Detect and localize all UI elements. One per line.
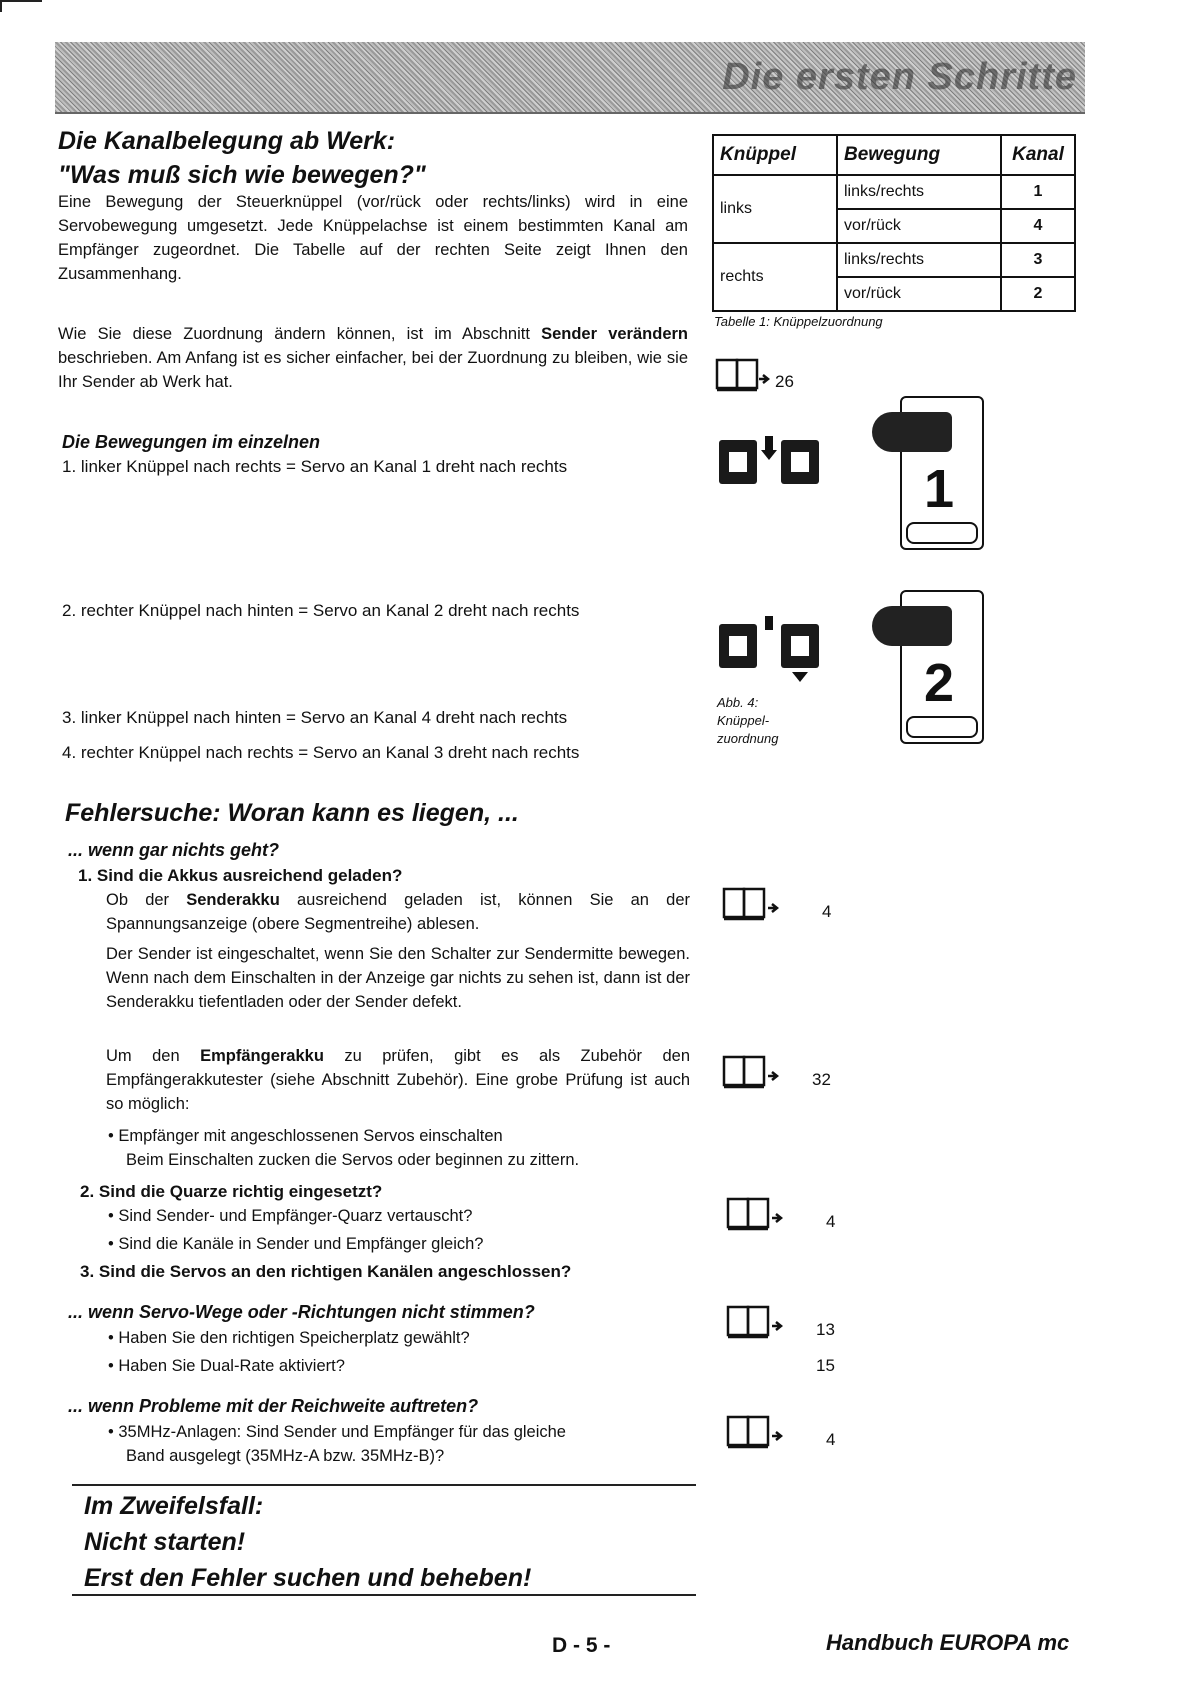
q1-bullet-line-1: • Empfänger mit angeschlossenen Servos einschalten (108, 1124, 708, 1148)
page-reference (722, 1054, 831, 1095)
page-reference-number: 32 (812, 1070, 831, 1089)
page-reference-number: 4 (822, 902, 832, 921)
case3-bullet-line-2: Band ausgelegt (35MHz-A bzw. 35MHz-B)? (126, 1447, 445, 1465)
assignment-text-post: beschrieben. Am Anfang ist es sicher einfacher, bei der Zuordnung zu bleiben, wie sie Ihr Sender ab Werk hat. (58, 349, 688, 391)
figure-caption-line-3: zuordnung (717, 731, 779, 746)
heading-line-1: Die Kanalbelegung ab Werk: (58, 127, 396, 155)
book-icon (722, 1054, 780, 1090)
page-reference-number: 26 (775, 372, 794, 391)
warning-line-2: Nicht starten! (84, 1528, 246, 1556)
q1-paragraph-1 (106, 888, 690, 936)
figure-caption (717, 694, 778, 748)
table-header-cell: Bewegung (837, 135, 1001, 175)
question-2: 2. Sind die Quarze richtig eingesetzt? (80, 1182, 383, 1201)
movement-item-1: 1. linker Knüppel nach rechts = Servo an Kanal 1 dreht nach rechts (62, 457, 568, 476)
manual-title: Handbuch EUROPA mc (826, 1630, 1070, 1655)
table-row (713, 243, 1075, 277)
q1-p1-post: ausreichend geladen ist, können Sie an der Spannungsanzeige (obere Segmentreihe) ablesen. (106, 891, 691, 933)
right-stick-back-icon (717, 614, 827, 684)
page-reference (726, 1414, 836, 1455)
question-1: 1. Sind die Akkus ausreichend geladen? (78, 866, 403, 885)
troubleshooting-heading: Fehlersuche: Woran kann es liegen, ... (65, 799, 519, 827)
warning-line-1: Im Zweifelsfall: (84, 1492, 264, 1520)
table-cell: 2 (1001, 277, 1075, 311)
table-cell: rechts (713, 243, 837, 311)
table-cell: links/rechts (837, 243, 1001, 277)
case-range: ... wenn Probleme mit der Reichweite auftreten? (68, 1396, 479, 1416)
table-header-cell: Knüppel (713, 135, 837, 175)
warning-block (84, 1488, 531, 1596)
q1-paragraph-3 (106, 1044, 690, 1116)
table-cell: links/rechts (837, 175, 1001, 209)
banner-title: Die ersten Schritte (722, 56, 1077, 98)
channel-number: 1 (924, 459, 955, 519)
table-cell: 1 (1001, 175, 1075, 209)
case3-bullet (108, 1420, 708, 1468)
table-caption: Tabelle 1: Knüppelzuordnung (714, 314, 883, 329)
page-reference-number: 4 (826, 1212, 836, 1231)
warning-top-rule (72, 1484, 696, 1486)
page-reference (722, 886, 832, 927)
stick-assignment-table (712, 134, 1076, 312)
case3-bullet-line-1: • 35MHz-Anlagen: Sind Sender und Empfänger für das gleiche (108, 1420, 708, 1444)
q1-bullet (108, 1124, 708, 1172)
q1-p1-pre: Ob der (106, 891, 187, 909)
page-reference (726, 1304, 835, 1375)
book-icon (722, 886, 780, 922)
table-cell: vor/rück (837, 277, 1001, 311)
assignment-text-pre: Wie Sie diese Zuordnung ändern können, ist im Abschnitt (58, 325, 542, 343)
table-cell: 3 (1001, 243, 1075, 277)
q1-p3-post: zu prüfen, gibt es als Zubehör den Empfängerakkutester (siehe Abschnitt Zubehör). Eine grobe Prüfung ist auch so möglich: (106, 1047, 690, 1113)
case-servo-travel: ... wenn Servo-Wege oder -Richtungen nicht stimmen? (68, 1302, 535, 1322)
servo-arm-icon (872, 606, 952, 646)
page-reference-number: 13 (816, 1320, 835, 1339)
warning-line-3: Erst den Fehler suchen und beheben! (84, 1564, 532, 1592)
table-header-cell: Kanal (1001, 135, 1075, 175)
movements-heading: Die Bewegungen im einzelnen (62, 432, 321, 452)
top-left-corner-mark (0, 0, 42, 12)
book-icon (726, 1196, 784, 1232)
movement-item-2: 2. rechter Knüppel nach hinten = Servo an Kanal 2 dreht nach rechts (62, 601, 580, 620)
q1-p3-bold: Empfängerakku (200, 1047, 324, 1065)
book-icon (726, 1414, 784, 1450)
movement-item-4: 4. rechter Knüppel nach rechts = Servo an Kanal 3 dreht nach rechts (62, 743, 580, 762)
page-number: D - 5 - (552, 1634, 611, 1657)
page-reference (726, 1196, 836, 1237)
heading-line-2: "Was muß sich wie bewegen?" (58, 161, 426, 189)
intro-paragraph: Eine Bewegung der Steuerknüppel (vor/rück oder rechts/links) wird in eine Servobewegung umgesetzt. Jede Knüppelachse ist einem bestimmten Kanal am Empfänger zugeordnet. Die Tabelle auf der rechten Seite zeigt Ihnen den Zusammenhang. (58, 193, 688, 283)
figure-caption-line-2: Knüppel- (717, 713, 770, 728)
case-no-function: ... wenn gar nichts geht? (68, 840, 280, 860)
table-cell: vor/rück (837, 209, 1001, 243)
left-stick-right-icon (717, 434, 827, 490)
case2-bullet-1: • Haben Sie den richtigen Speicherplatz gewählt? (108, 1326, 708, 1350)
table-cell: 4 (1001, 209, 1075, 243)
section-banner (55, 42, 1085, 114)
table-header-row (713, 135, 1075, 175)
q2-bullets (108, 1204, 708, 1256)
q1-p3-pre: Um den (106, 1047, 201, 1065)
servo-arm-icon (872, 412, 952, 452)
page-reference-number: 15 (816, 1356, 835, 1375)
section-heading (58, 124, 658, 192)
assignment-link-text: Sender verändern (541, 325, 688, 343)
case2-bullets (108, 1326, 708, 1378)
stick-assignment-table-wrap (712, 134, 1076, 312)
channel-number: 2 (924, 653, 955, 713)
table-cell: links (713, 175, 837, 243)
page-reference (715, 357, 794, 398)
figure-caption-line-1: Abb. 4: (717, 695, 759, 710)
question-3: 3. Sind die Servos an den richtigen Kanälen angeschlossen? (80, 1262, 572, 1281)
assignment-paragraph (58, 322, 688, 394)
case2-bullet-2: • Haben Sie Dual-Rate aktiviert? (108, 1354, 708, 1378)
servo-channel-1 (888, 392, 988, 552)
q1-p1-bold: Senderakku (186, 891, 280, 909)
book-icon (726, 1304, 784, 1340)
q1-bullet-line-2: Beim Einschalten zucken die Servos oder beginnen zu zittern. (126, 1151, 580, 1169)
q2-bullet-2: • Sind die Kanäle in Sender und Empfänger gleich? (108, 1232, 708, 1256)
servo-channel-2 (888, 586, 988, 746)
warning-bottom-rule (72, 1594, 696, 1596)
q1-paragraph-2: Der Sender ist eingeschaltet, wenn Sie den Schalter zur Sendermitte bewegen. Wenn nach dem Einschalten in der Anzeige gar nichts zu sehen ist, dann ist der Senderakku tiefentladen oder der Sender defekt. (106, 945, 690, 1011)
table-row (713, 175, 1075, 209)
q2-bullet-1: • Sind Sender- und Empfänger-Quarz vertauscht? (108, 1204, 708, 1228)
movement-item-3: 3. linker Knüppel nach hinten = Servo an Kanal 4 dreht nach rechts (62, 708, 568, 727)
page-reference-number: 4 (826, 1430, 836, 1449)
book-icon (715, 357, 771, 393)
